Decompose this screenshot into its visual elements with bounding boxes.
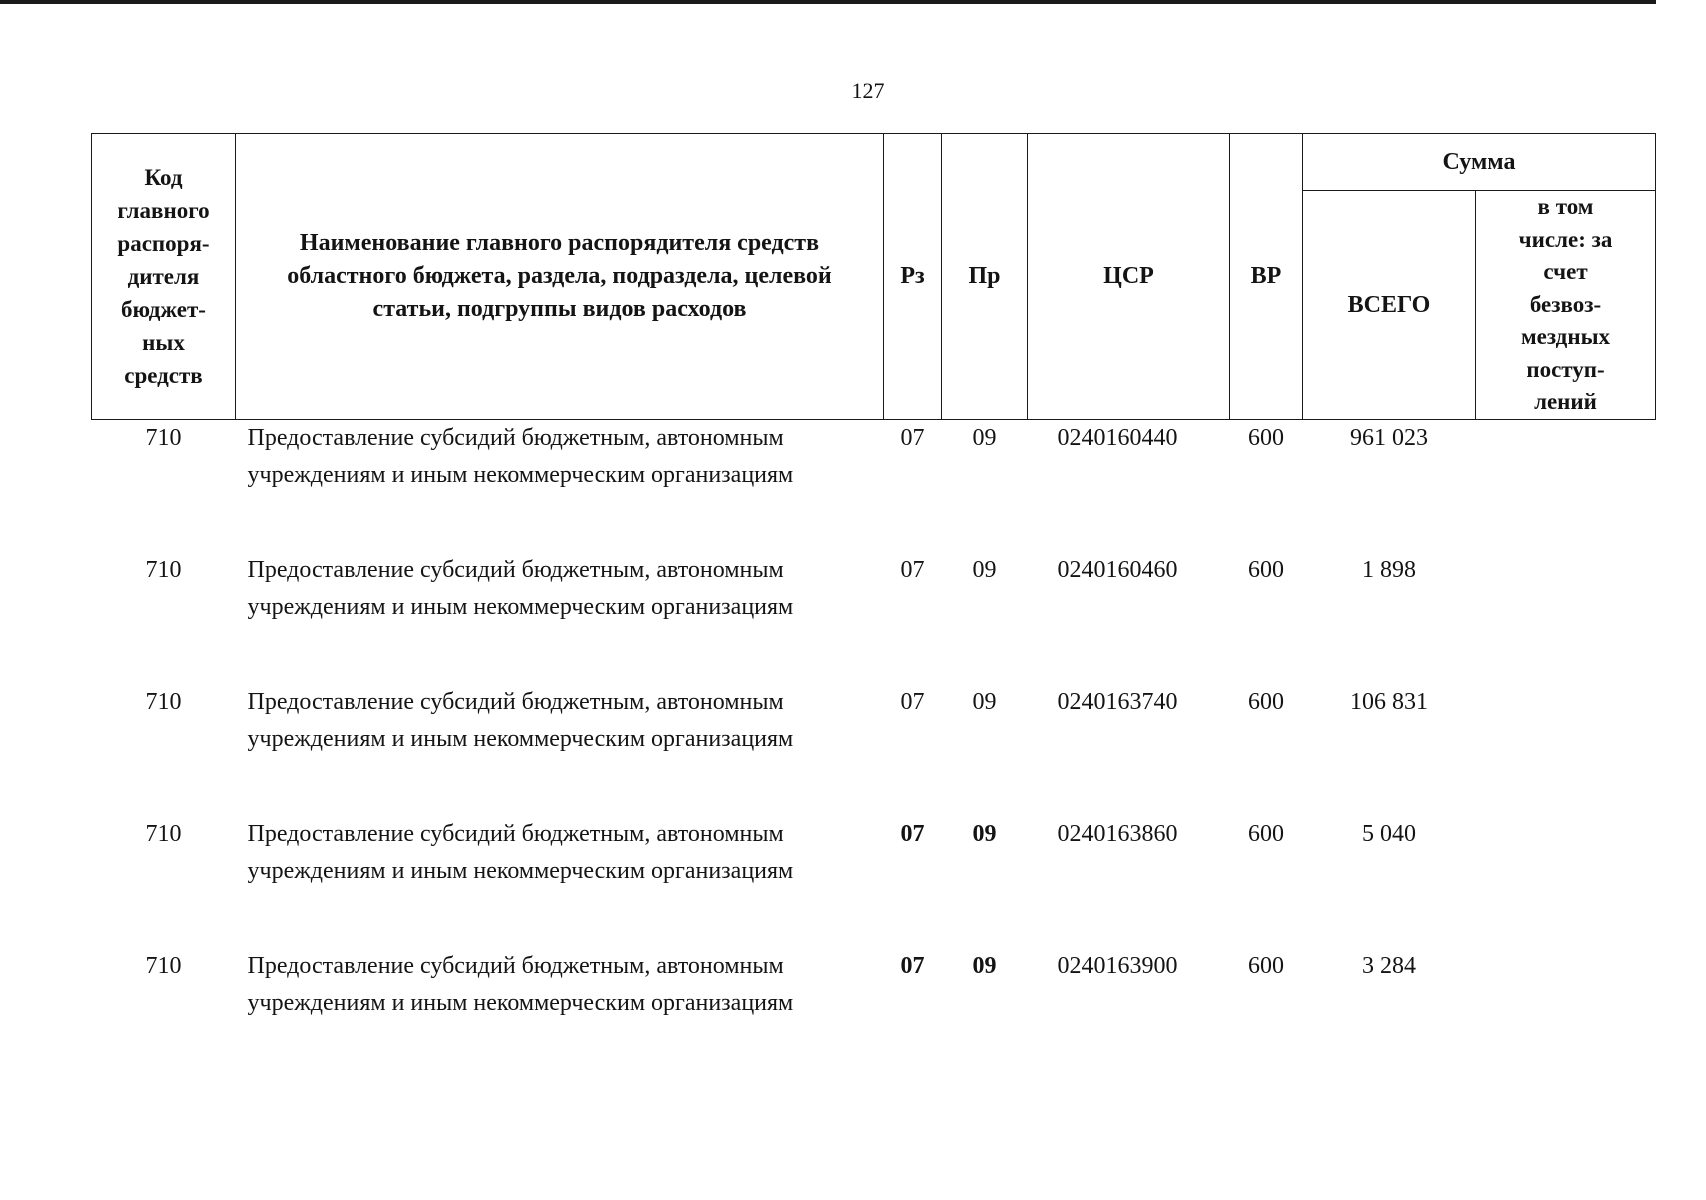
row-csr: 0240160460 bbox=[1057, 556, 1178, 583]
header-pr: Пр bbox=[942, 134, 1028, 420]
row-rz: 07 bbox=[900, 556, 925, 583]
row-free bbox=[1476, 419, 1656, 552]
row-free bbox=[1476, 816, 1656, 948]
table-row bbox=[92, 552, 1656, 684]
row-name: Предоставление субсидий бюджетным, автономным учреждениям и иным некоммерческим организациям bbox=[247, 556, 794, 620]
row-name: Предоставление субсидий бюджетным, автономным учреждениям и иным некоммерческим организациям bbox=[247, 952, 794, 1016]
row-total: 5 040 bbox=[1362, 820, 1416, 847]
row-code: 710 bbox=[145, 556, 182, 583]
top-rule bbox=[0, 0, 1656, 4]
header-vr: ВР bbox=[1230, 134, 1303, 420]
header-rz: Рз bbox=[884, 134, 942, 420]
row-name: Предоставление субсидий бюджетным, автономным учреждениям и иным некоммерческим организациям bbox=[247, 820, 794, 884]
row-total: 3 284 bbox=[1362, 952, 1416, 979]
row-pr: 09 bbox=[972, 556, 997, 583]
row-csr: 0240163860 bbox=[1057, 820, 1178, 847]
table-row bbox=[92, 684, 1656, 816]
row-free bbox=[1476, 684, 1656, 816]
row-total: 961 023 bbox=[1350, 424, 1428, 451]
row-code: 710 bbox=[145, 952, 182, 979]
header-sum: Сумма bbox=[1303, 134, 1656, 191]
row-code: 710 bbox=[145, 688, 182, 715]
row-code: 710 bbox=[145, 820, 182, 847]
row-total: 106 831 bbox=[1350, 688, 1428, 715]
row-rz: 07 bbox=[900, 952, 925, 979]
row-free bbox=[1476, 948, 1656, 1080]
page-number: 127 bbox=[851, 78, 885, 103]
table-row bbox=[92, 419, 1656, 552]
row-vr: 600 bbox=[1248, 820, 1284, 847]
row-vr: 600 bbox=[1248, 952, 1284, 979]
row-vr: 600 bbox=[1248, 424, 1284, 451]
header-name: Наименование главного распорядителя средств областного бюджета, раздела, подраздела, целевой статьи, подгруппы видов расходов bbox=[236, 134, 884, 420]
row-free bbox=[1476, 552, 1656, 684]
header-total: ВСЕГО bbox=[1303, 191, 1476, 420]
header-code: Код главного распоря- дителя бюджет- ных средств bbox=[92, 134, 236, 420]
row-vr: 600 bbox=[1248, 688, 1284, 715]
row-csr: 0240160440 bbox=[1057, 424, 1178, 451]
row-csr: 0240163900 bbox=[1057, 952, 1178, 979]
table-row bbox=[92, 816, 1656, 948]
row-pr: 09 bbox=[972, 952, 997, 979]
table-row bbox=[92, 948, 1656, 1080]
row-rz: 07 bbox=[900, 688, 925, 715]
row-pr: 09 bbox=[972, 820, 997, 847]
row-pr: 09 bbox=[972, 688, 997, 715]
row-name: Предоставление субсидий бюджетным, автономным учреждениям и иным некоммерческим организациям bbox=[247, 424, 794, 488]
row-rz: 07 bbox=[900, 424, 925, 451]
row-pr: 09 bbox=[972, 424, 997, 451]
row-rz: 07 bbox=[900, 820, 925, 847]
row-name: Предоставление субсидий бюджетным, автономным учреждениям и иным некоммерческим организациям bbox=[247, 688, 794, 752]
row-code: 710 bbox=[145, 424, 182, 451]
header-free: в том числе: за счет безвоз- мездных поступ- лений bbox=[1476, 191, 1656, 420]
budget-table bbox=[91, 133, 1656, 1080]
row-total: 1 898 bbox=[1362, 556, 1416, 583]
row-vr: 600 bbox=[1248, 556, 1284, 583]
row-csr: 0240163740 bbox=[1057, 688, 1178, 715]
header-csr: ЦСР bbox=[1028, 134, 1230, 420]
